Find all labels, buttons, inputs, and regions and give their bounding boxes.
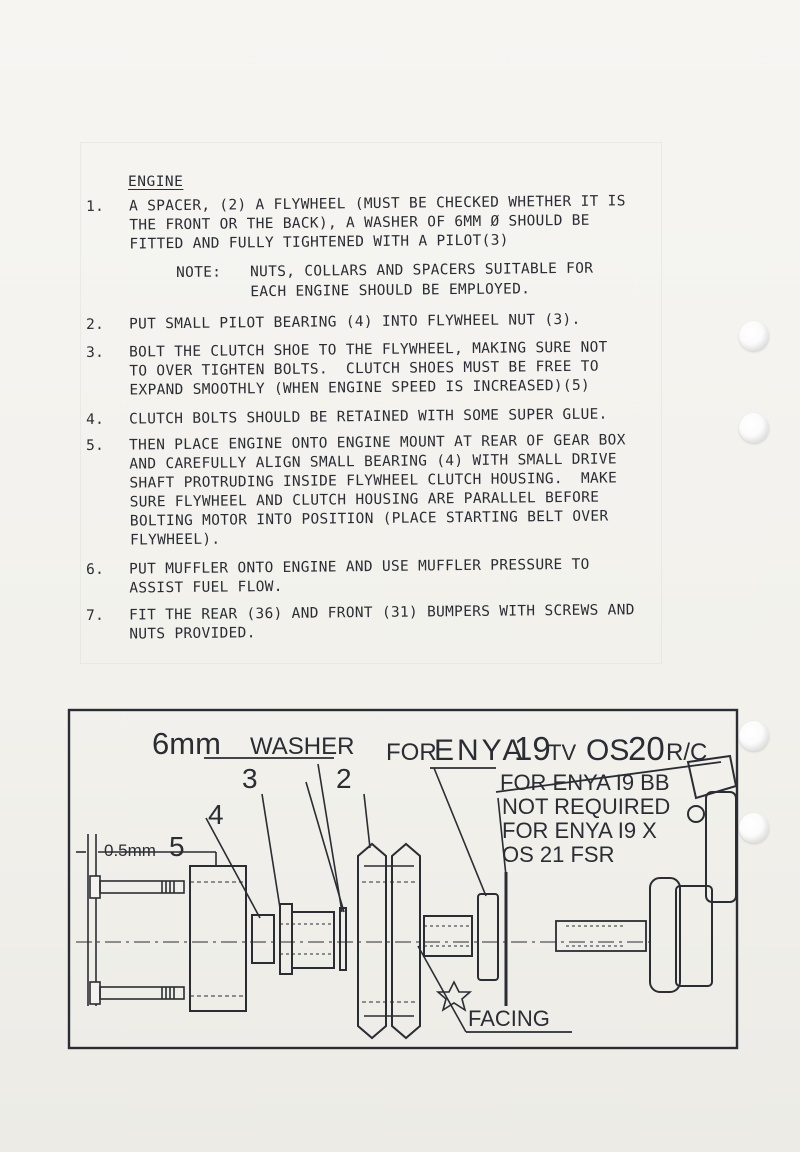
flywheel-assembly-diagram [66, 706, 740, 1051]
for-label: FOR [386, 739, 437, 766]
washer-size-label: 6mm [152, 726, 221, 761]
pilot-bearing [252, 915, 274, 963]
binder-hole [739, 721, 769, 751]
note-text: NUTS, COLLARS AND SPACERS SUITABLE FOR EACH ENGINE SHOULD BE EMPLOYED. [250, 260, 594, 301]
note-label: NOTE: [176, 264, 222, 281]
not-required-label: NOT REQUIRED [502, 794, 671, 819]
binder-hole [739, 813, 769, 843]
item-text: PUT MUFFLER ONTO ENGINE AND USE MUFFLER PRESSURE TO ASSIST FUEL FLOW. [129, 556, 590, 597]
facing-star-icon [438, 982, 470, 1010]
engine-cylinder [706, 792, 736, 902]
item-text: THEN PLACE ENGINE ONTO ENGINE MOUNT AT REAR OF GEAR BOX AND CAREFULLY ALIGN SMALL BEARING (4) WITH SMALL DRIVE SHAFT PROTRUDING INSIDE FLYWHEEL CLUTCH HOUSING. MAKE SURE FLYWHEEL AND CLUTCH HOUSING ARE PARALLEL BEFORE BOLTING MOTOR INTO POSITION (PLACE STARTING BELT OVER FLYWHEEL). [129, 432, 626, 549]
item-number: 4. [86, 411, 105, 428]
for-enya-19x-label: FOR ENYA I9 X [502, 818, 657, 843]
item-number: 1. [86, 198, 105, 215]
engine-20-label: 20 [628, 730, 665, 767]
binder-hole [739, 413, 769, 443]
os21-fsr-label: OS 21 FSR [502, 842, 615, 867]
gap-label: 0.5mm [104, 841, 156, 860]
item-text: A SPACER, (2) A FLYWHEEL (MUST BE CHECKED WHETHER IT IS THE FRONT OR THE BACK), A WASHER OF 6MM Ø SHOULD BE FITTED AND FULLY TIGHTENED WITH A PILOT(3) [129, 193, 626, 253]
part-5-label: 5 [169, 831, 185, 862]
bolt-head-top [90, 876, 100, 898]
flywheel-nut [280, 904, 292, 974]
item-number: 7. [86, 607, 105, 624]
engine-washer [478, 894, 498, 980]
part-2-label: 2 [336, 763, 352, 794]
engine-os-label: OS [586, 734, 630, 767]
part-3-label: 3 [242, 763, 258, 794]
bolt-shaft-bottom [100, 987, 184, 999]
engine-19-label: 19 [514, 730, 551, 767]
flywheel-pulley [358, 844, 386, 1038]
item-number: 6. [86, 561, 105, 578]
item-number: 5. [86, 437, 105, 454]
for-enya-19bb-label: FOR ENYA I9 BB [500, 770, 670, 795]
engine-rc-label: R/C [666, 739, 708, 766]
part-4-label: 4 [208, 799, 224, 830]
item-text: BOLT THE CLUTCH SHOE TO THE FLYWHEEL, MAKING SURE NOT TO OVER TIGHTEN BOLTS. CLUTCH SHOES MUST BE FREE TO EXPAND SMOOTHLY (WHEN ENGINE SPEED IS INCREASED)(5) [129, 339, 608, 399]
engine-tv-label: TV [548, 740, 577, 765]
engine-enya-label: ENYA [434, 734, 526, 767]
clutch-shoe-block [190, 866, 246, 1011]
bolt-shaft-top [100, 881, 184, 893]
section-heading: ENGINE [128, 174, 184, 190]
washer [340, 908, 346, 970]
facing-label: FACING [468, 1006, 550, 1031]
item-text: FIT THE REAR (36) AND FRONT (31) BUMPERS WITH SCREWS AND NUTS PROVIDED. [129, 602, 635, 643]
item-text: CLUTCH BOLTS SHOULD BE RETAINED WITH SOME SUPER GLUE. [129, 406, 608, 428]
washer-label: WASHER [250, 733, 355, 760]
item-text: PUT SMALL PILOT BEARING (4) INTO FLYWHEEL NUT (3). [129, 311, 581, 333]
binder-hole [739, 321, 769, 351]
engine-shaft [556, 921, 646, 951]
item-number: 2. [86, 316, 105, 333]
item-number: 3. [86, 344, 105, 361]
bolt-head-bottom [90, 982, 100, 1004]
spacer [424, 916, 472, 956]
